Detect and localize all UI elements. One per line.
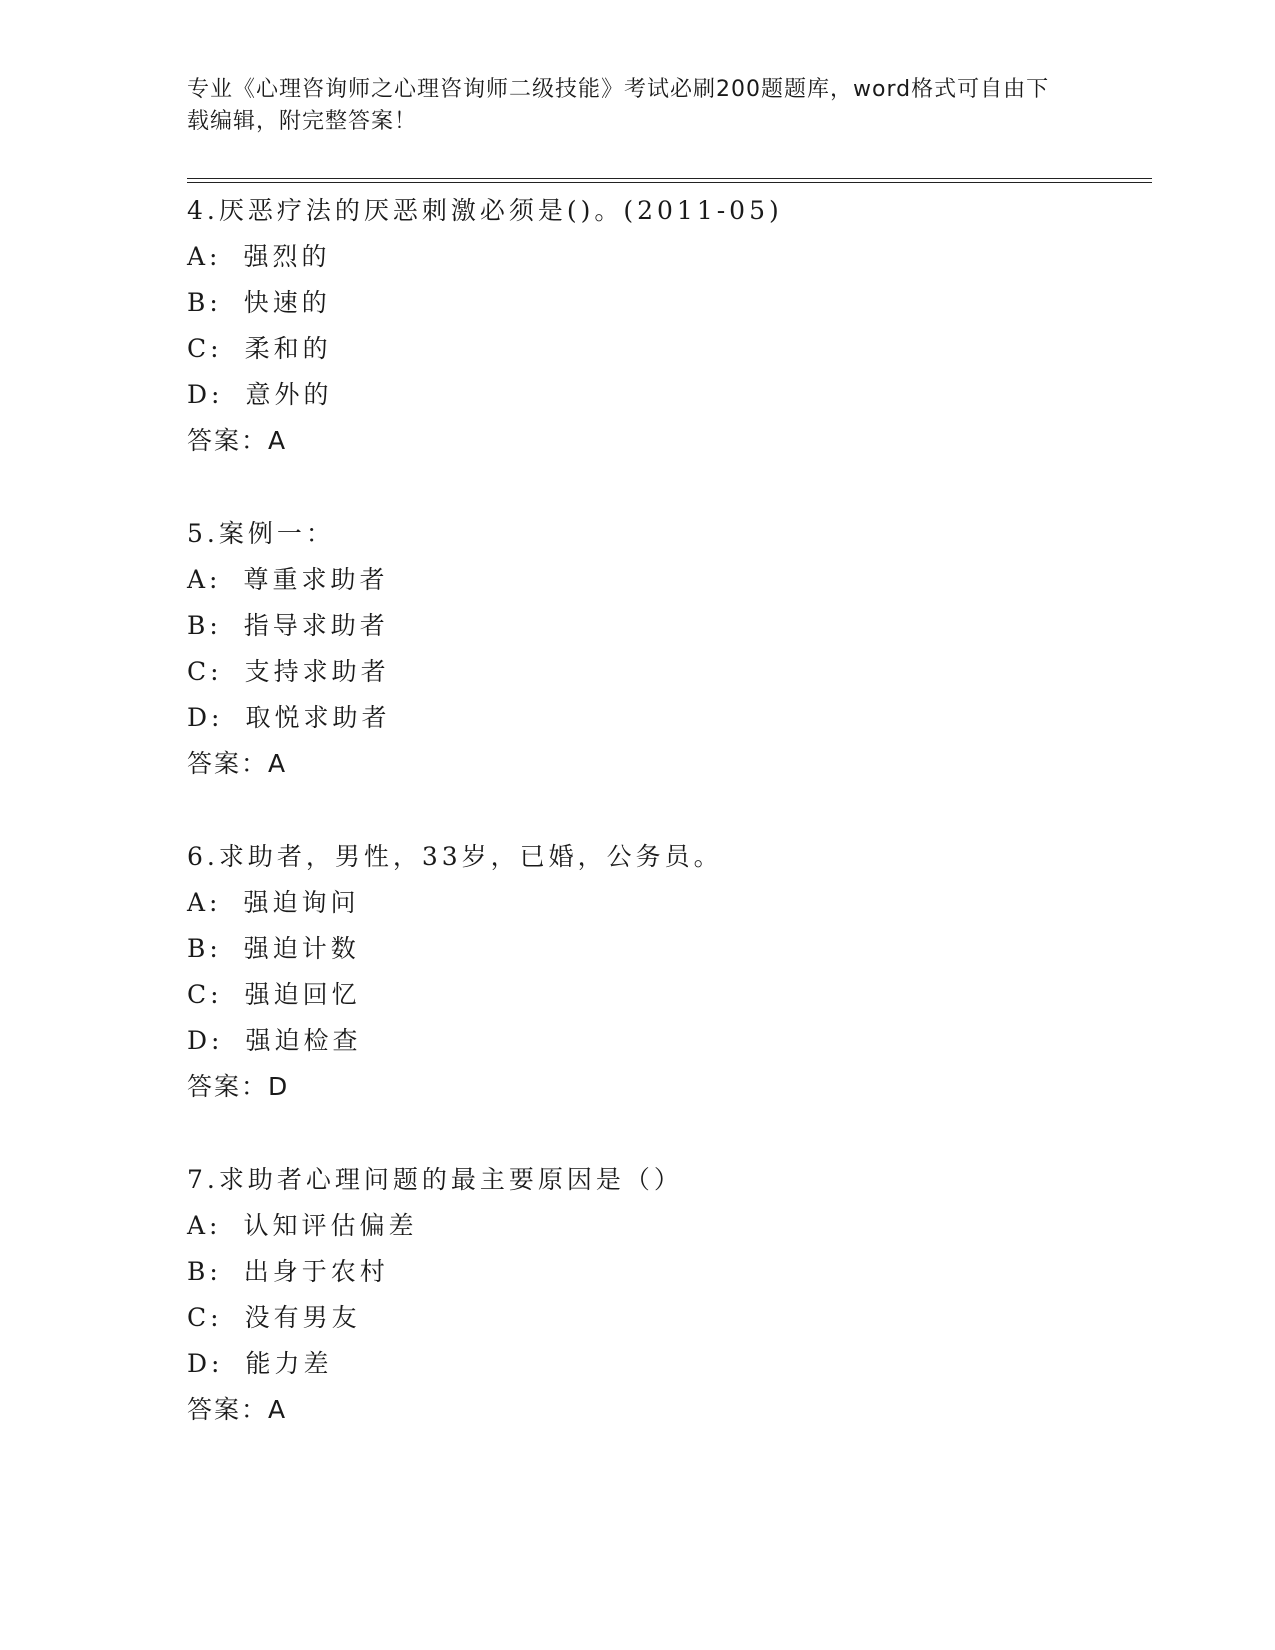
- option-c: [187, 972, 1147, 1018]
- answer-value: A: [268, 749, 288, 778]
- option-b: [187, 1249, 1147, 1295]
- option-letter: C:: [187, 1303, 223, 1332]
- option-a: [187, 880, 1147, 926]
- option-text: 支持求助者: [244, 657, 390, 686]
- option-d: [187, 695, 1147, 741]
- option-b: [187, 926, 1147, 972]
- answer-value: D: [268, 1072, 290, 1101]
- question-6: [187, 834, 1147, 1110]
- option-letter: B:: [187, 1257, 222, 1286]
- answer-label: 答案：: [187, 1395, 269, 1424]
- answer-value: A: [268, 426, 288, 455]
- answer-label: 答案：: [187, 1072, 269, 1101]
- option-text: 取悦求助者: [245, 703, 391, 732]
- option-letter: A:: [187, 242, 222, 271]
- option-a: [187, 557, 1147, 603]
- option-letter: A:: [187, 1211, 222, 1240]
- option-a: [187, 234, 1147, 280]
- answer-value: A: [268, 1395, 288, 1424]
- option-c: [187, 326, 1147, 372]
- option-text: 认知评估偏差: [243, 1211, 418, 1240]
- answer-line: [187, 418, 1147, 464]
- option-letter: B:: [187, 934, 222, 963]
- option-letter: C:: [187, 657, 223, 686]
- question-list: [187, 188, 1147, 1480]
- option-letter: A:: [187, 888, 222, 917]
- option-d: [187, 372, 1147, 418]
- question-stem: 6.求助者，男性，33岁，已婚，公务员。: [187, 842, 723, 871]
- answer-label: 答案：: [187, 426, 269, 455]
- answer-label: 答案：: [187, 749, 269, 778]
- option-text: 强迫检查: [245, 1026, 362, 1055]
- option-letter: D:: [187, 1026, 224, 1055]
- question-4: [187, 188, 1147, 464]
- option-text: 出身于农村: [243, 1257, 389, 1286]
- answer-line: [187, 1387, 1147, 1433]
- answer-line: [187, 741, 1147, 787]
- option-d: [187, 1341, 1147, 1387]
- option-text: 强烈的: [243, 242, 331, 271]
- answer-line: [187, 1064, 1147, 1110]
- option-b: [187, 603, 1147, 649]
- option-c: [187, 1295, 1147, 1341]
- option-text: 强迫回忆: [244, 980, 361, 1009]
- option-text: 能力差: [245, 1349, 333, 1378]
- option-letter: B:: [187, 611, 222, 640]
- question-stem: 7.求助者心理问题的最主要原因是（）: [187, 1165, 683, 1194]
- header-divider-bottom: [187, 182, 1152, 183]
- option-text: 快速的: [243, 288, 331, 317]
- option-text: 尊重求助者: [243, 565, 389, 594]
- option-text: 没有男友: [244, 1303, 361, 1332]
- question-stem: 5.案例一：: [187, 519, 335, 548]
- header-divider-top: [187, 178, 1152, 179]
- option-d: [187, 1018, 1147, 1064]
- option-c: [187, 649, 1147, 695]
- document-header: 专业《心理咨询师之心理咨询师二级技能》考试必刷200题题库，word格式可自由下载编辑，附完整答案！: [187, 77, 1050, 134]
- option-text: 意外的: [245, 380, 333, 409]
- option-text: 强迫询问: [243, 888, 360, 917]
- option-letter: C:: [187, 980, 223, 1009]
- option-letter: C:: [187, 334, 223, 363]
- option-letter: D:: [187, 1349, 224, 1378]
- question-stem: 4.厌恶疗法的厌恶刺激必须是()。(2011-05): [187, 196, 783, 225]
- option-b: [187, 280, 1147, 326]
- question-5: [187, 511, 1147, 787]
- option-text: 指导求助者: [243, 611, 389, 640]
- option-letter: A:: [187, 565, 222, 594]
- option-text: 柔和的: [244, 334, 332, 363]
- option-letter: B:: [187, 288, 222, 317]
- option-letter: D:: [187, 380, 224, 409]
- question-7: [187, 1157, 1147, 1433]
- option-a: [187, 1203, 1147, 1249]
- option-text: 强迫计数: [243, 934, 360, 963]
- option-letter: D:: [187, 703, 224, 732]
